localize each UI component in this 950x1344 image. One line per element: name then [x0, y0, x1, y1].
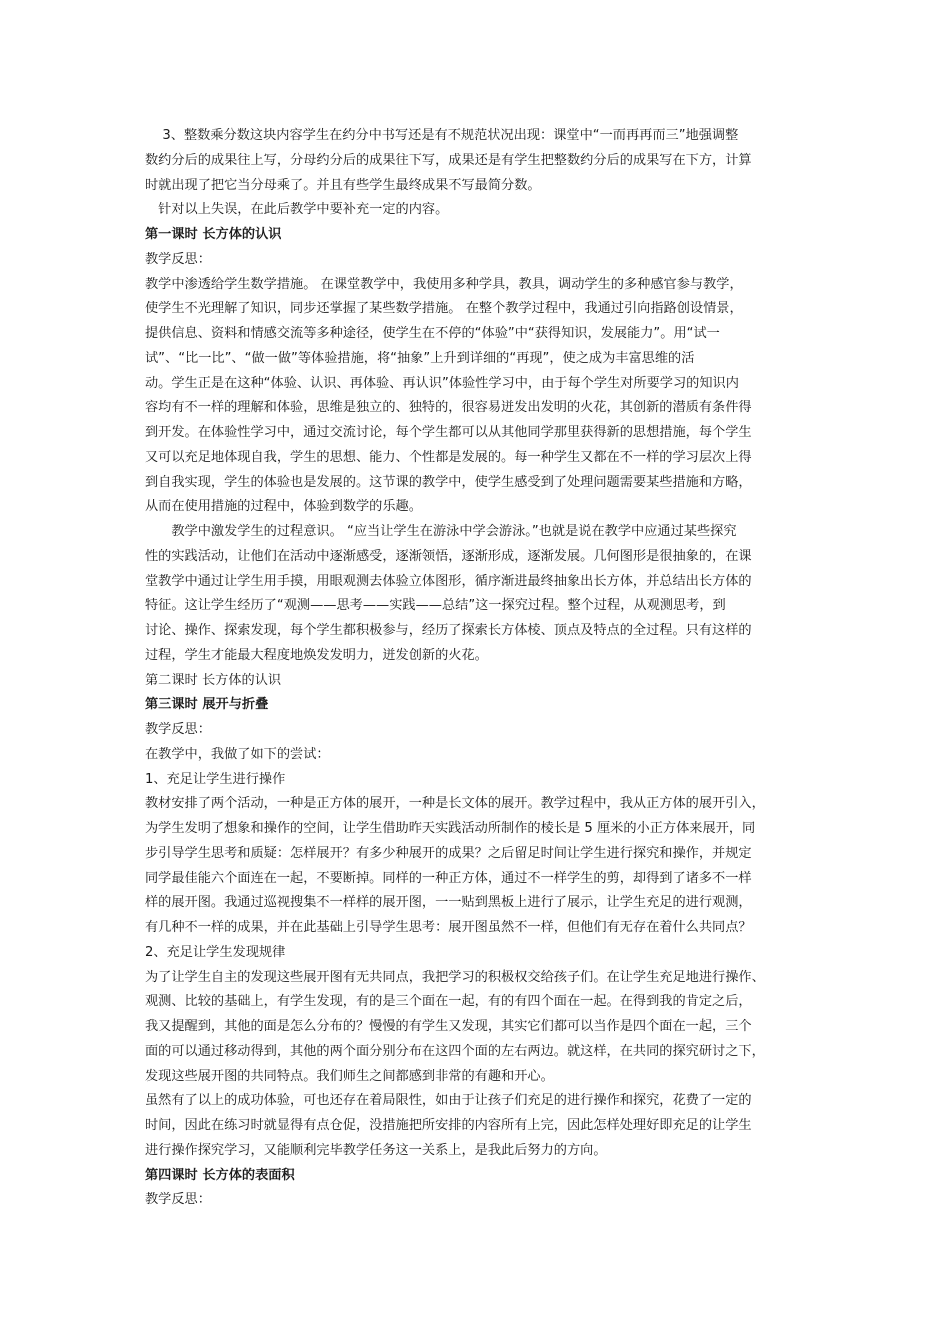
text-line: 3、整数乘分数这块内容学生在约分中书写还是有不规范状况出现：课堂中“一而再再而三”地强调整	[145, 128, 739, 143]
text-line: 2、充足让学生发现规律	[145, 944, 286, 960]
text-line: 教学反思：	[145, 1192, 211, 1208]
text-line: 针对以上失误，在此后教学中要补充一定的内容。	[145, 202, 449, 218]
text-line: 同学最佳能六个面连在一起，不要断掉。同样的一种正方体，通过不一样学生的剪，却得到了诸多不一样	[145, 870, 752, 886]
text-line: 试”、“比一比”、“做一做”等体验措施，将“抽象”上升到详细的“再现”，使之成为丰富思维的活	[145, 350, 695, 366]
text-line: 教学反思：	[145, 251, 211, 267]
document-body	[145, 124, 810, 1213]
text-line: 动。学生正是在这种“体验、认识、再体验、再认识”体验性学习中，由于每个学生对所要学习的知识内	[145, 375, 739, 391]
text-line: 容均有不一样的理解和体验，思维是独立的、独特的，很容易迸发出发明的火花，其创新的潜质有条件得	[145, 400, 752, 416]
text-line: 时间，因此在练习时就显得有点仓促，没措施把所安排的内容所有上完，因此怎样处理好即充足的让学生	[145, 1118, 752, 1133]
text-line: 数约分后的成果往上写，分母约分后的成果往下写，成果还是有学生把整数约分后的成果写在下方，计算	[145, 152, 752, 168]
text-line: 到自我实现，学生的体验也是发展的。这节课的教学中，使学生感受到了处理问题需要某些措施和方略，	[145, 474, 752, 490]
text-line: 教学中激发学生的过程意识。 “应当让学生在游泳中学会游泳。”也就是说在教学中应通过某些探究	[145, 524, 737, 539]
text-line: 虽然有了以上的成功体验，可也还存在着局限性，如由于让孩子们充足的进行操作和探究，花费了一定的	[145, 1093, 752, 1109]
text-line: 第二课时 长方体的认识	[145, 672, 282, 688]
text-line: 在教学中，我做了如下的尝试：	[145, 746, 330, 762]
text-line: 步引导学生思考和质疑：怎样展开？有多少种展开的成果？之后留足时间让学生进行探究和操作，并规定	[145, 845, 752, 861]
text-line: 从而在使用措施的过程中，体验到数学的乐趣。	[145, 499, 422, 515]
text-line: 到开发。在体验性学习中，通过交流讨论，每个学生都可以从其他同学那里获得新的思想措施，每个学生	[145, 425, 752, 440]
text-line: 样的展开图。我通过巡视搜集不一样样的展开图，一一贴到黑板上进行了展示，让学生充足的进行观测，	[145, 895, 752, 911]
text-line: 教学中渗透给学生数学措施。 在课堂教学中，我使用多种学具，教具，调动学生的多种感官参与教学，	[145, 276, 743, 292]
text-line: 过程，学生才能最大程度地焕发发明力，迸发创新的火花。	[145, 647, 488, 663]
text-line: 提供信息、资料和情感交流等多种途径，使学生在不停的“体验”中“获得知识，发展能力”。用“试一	[145, 326, 720, 341]
text-line: 性的实践活动，让他们在活动中逐渐感受，逐渐领悟，逐渐形成，逐渐发展。几何图形是很抽象的，在课	[145, 548, 752, 564]
text-line: 发现这些展开图的共同特点。我们师生之间都感到非常的有趣和开心。	[145, 1068, 554, 1084]
text-line: 面的可以通过移动得到，其他的两个面分别分布在这四个面的左右两边。就这样，在共同的探究研讨之下，	[145, 1043, 765, 1059]
section-heading: 第四课时 长方体的表面积	[145, 1167, 295, 1183]
text-line: 讨论、操作、探索发现，每个学生都积极参与，经历了探索长方体棱、顶点及特点的全过程。只有这样的	[145, 623, 752, 638]
text-line: 观测、比较的基础上，有学生发现，有的是三个面在一起，有的有四个面在一起。在得到我的肯定之后，	[145, 994, 752, 1010]
text-line: 为学生发明了想象和操作的空间，让学生借助昨天实践活动所制作的棱长是 5 厘米的小正方体来展开，同	[145, 821, 756, 836]
text-line: 教材安排了两个活动，一种是正方体的展开，一种是长文体的展开。教学过程中，我从正方体的展开引入，	[145, 796, 765, 812]
text-line: 有几种不一样的成果，并在此基础上引导学生思考：展开图虽然不一样，但他们有无存在着什么共同点？	[145, 920, 752, 935]
text-line: 我又提醒到，其他的面是怎么分布的？慢慢的有学生又发现，其实它们都可以当作是四个面在一起，三个	[145, 1019, 752, 1034]
section-heading: 第一课时 长方体的认识	[145, 227, 282, 242]
text-line: 教学反思：	[145, 722, 211, 737]
section-heading: 第三课时 展开与折叠	[145, 697, 269, 713]
text-line: 时就出现了把它当分母乘了。并且有些学生最终成果不写最简分数。	[145, 177, 541, 193]
text-line: 进行操作探究学习，又能顺利完毕教学任务这一关系上，是我此后努力的方向。	[145, 1142, 607, 1158]
text-line: 为了让学生自主的发现这些展开图有无共同点，我把学习的积极权交给孩子们。在让学生充足地进行操作、	[145, 969, 765, 985]
text-line: 1、充足让学生进行操作	[145, 771, 286, 787]
text-line: 使学生不光理解了知识，同步还掌握了某些数学措施。 在整个教学过程中，我通过引向指路创设情景，	[145, 301, 743, 317]
text-line: 堂教学中通过让学生用手摸，用眼观测去体验立体图形，循序渐进最终抽象出长方体，并总结出长方体的	[145, 573, 752, 589]
text-line: 又可以充足地体现自我，学生的思想、能力、个性都是发展的。每一种学生又都在不一样的学习层次上得	[145, 449, 752, 465]
text-line: 特征。这让学生经历了“观测——思考——实践——总结”这一探究过程。整个过程，从观测思考，到	[145, 598, 726, 614]
